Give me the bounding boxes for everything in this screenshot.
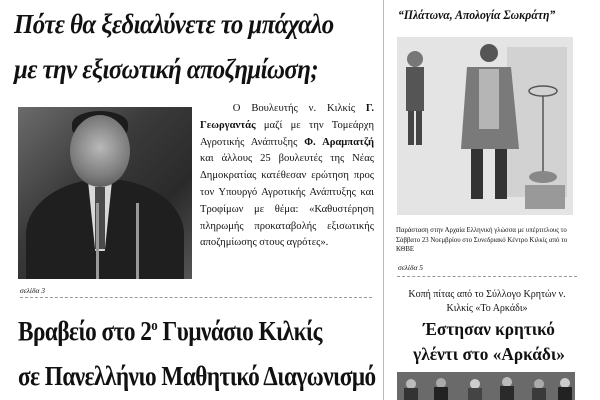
article-name-2: Φ. Αραμπατζή	[304, 136, 374, 148]
headline-top-line2: με την εξισωτική αποζημίωση;	[14, 54, 319, 84]
headline-bottom-a: Βραβείο στο 2	[18, 316, 152, 346]
headline-arkadi-line1: Έστησαν κρητικό	[423, 319, 555, 339]
event-crowd-illustration	[397, 372, 575, 400]
headline-top	[14, 2, 345, 92]
headline-bottom-line2: σε Πανελλήνιο Μαθητικό Διαγωνισμό	[18, 361, 376, 391]
theatre-scene-illustration	[397, 37, 573, 215]
column-divider	[383, 0, 384, 400]
article-name-1: Γ. Γεωργαντάς	[200, 103, 374, 131]
article-intro: Ο Βουλευτής ν. Κιλκίς	[232, 103, 355, 114]
event-photo	[397, 372, 575, 400]
headline-bottom-sup: ο	[151, 318, 158, 334]
headline-arkadi-line2: γλέντι στο «Αρκάδι»	[413, 344, 565, 364]
article-body: και άλλους 25 βουλευτές της Νέας Δημοκρατίας κατέθεσαν ερώτηση προς τον Υπουργό Αγροτικής Ανάπτυξης και Τροφίμων με θέμα: «Καθυστέρηση πληρωμής προκαταβολής εξισωτικής αποζημίωσης στους αγρότες».	[200, 153, 374, 249]
politician-photo	[18, 107, 192, 279]
divider	[20, 297, 372, 298]
kopi-text: Κοπή πίτας από το Σύλλογο Κρητών ν. Κιλκίς «Το Αρκάδι»	[408, 289, 566, 314]
page-ref-left: σελίδα 3	[20, 286, 46, 295]
headline-arkadi	[400, 317, 579, 367]
photo-caption: Παράσταση στην Αρχαία Ελληνική γλώσσα με υπέρτιτλους το Σάββατο 23 Νοεμβρίου στο Συνεδριακό Κέντρο Κιλκίς από το ΚΘΒΕ	[396, 227, 568, 253]
headline-top-line1: Πότε θα ξεδιαλύνετε το μπάχαλο	[14, 9, 334, 39]
headline-bottom-b: Γυμνάσιο Κιλκίς	[157, 316, 322, 346]
theatre-photo	[397, 37, 573, 215]
headline-bottom	[18, 304, 376, 399]
article-mid: μαζί με την Τομεάρχη Αγροτικής Ανάπτυξης	[200, 119, 374, 148]
page-ref-right: σελίδα 5	[398, 263, 424, 272]
article-text	[200, 101, 374, 252]
play-title: “Πλάτωνα, Απολογία Σωκράτη”	[398, 7, 556, 22]
divider-right	[397, 276, 577, 277]
